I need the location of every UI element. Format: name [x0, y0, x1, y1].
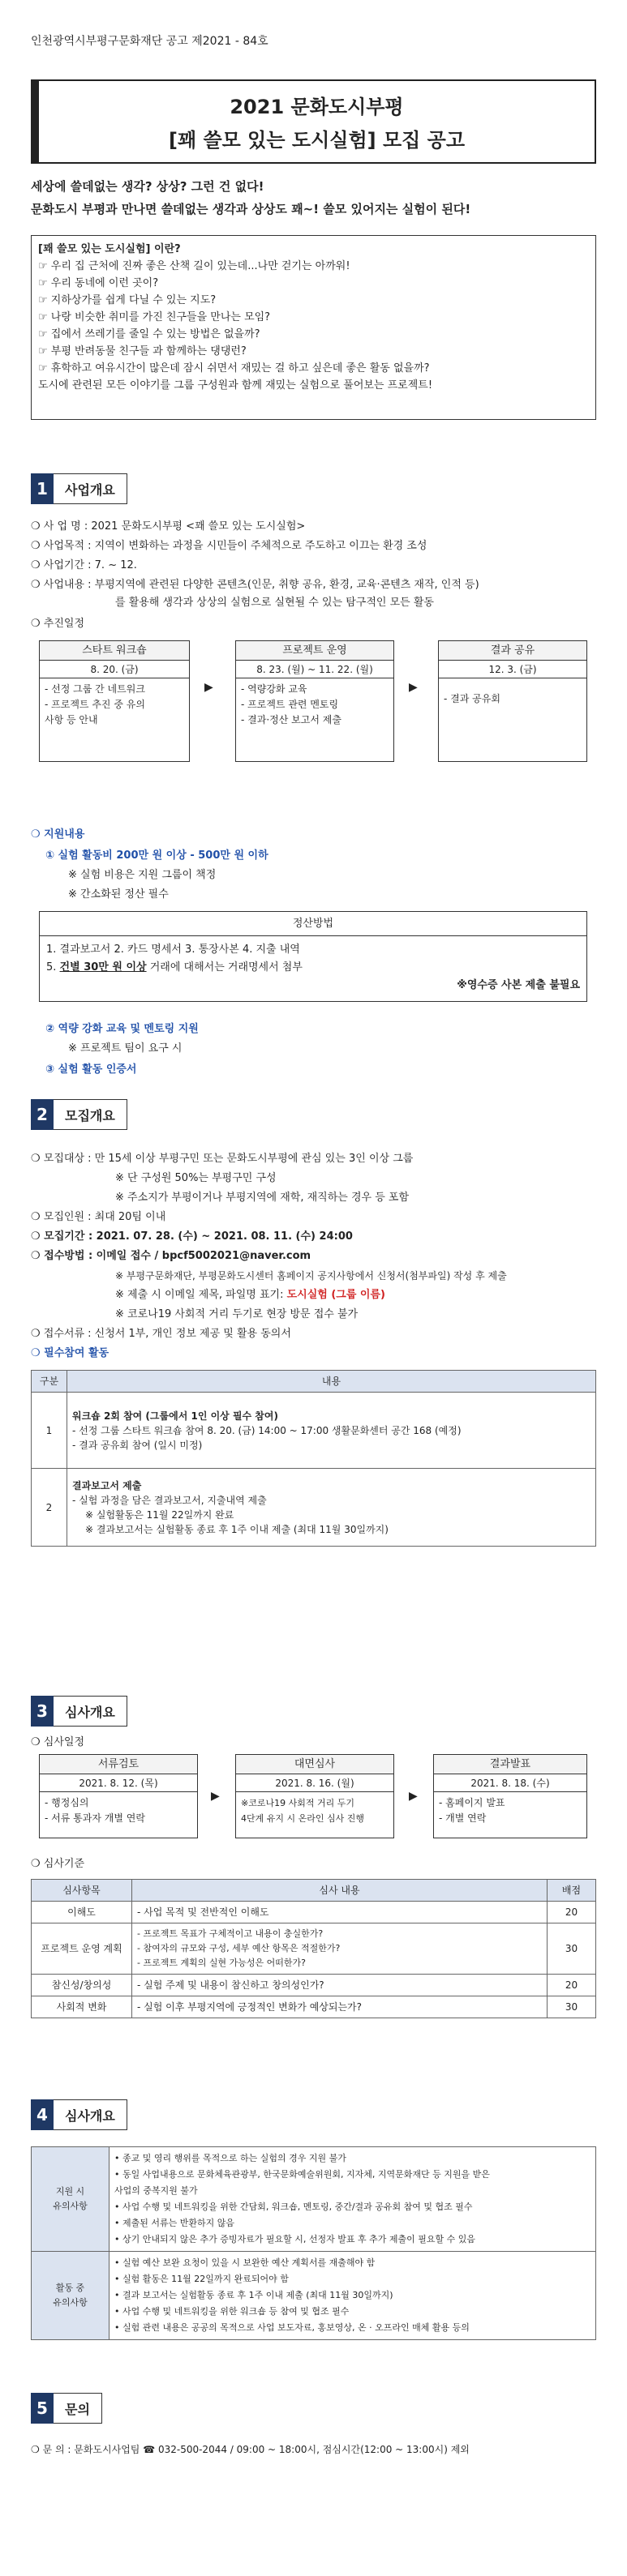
- caution-label: [32, 2147, 110, 2252]
- flow-step-title: 결과 공유: [439, 641, 586, 661]
- criteria-score: 30: [548, 1923, 596, 1975]
- flow-arrow-icon: ▶: [409, 681, 418, 694]
- caution-item: 사업의 중복지원 불가: [114, 2185, 198, 2196]
- settlement-line-1: 1. 결과보고서 2. 카드 명세서 3. 통장사본 4. 지출 내역: [46, 944, 300, 956]
- section-title: 심사개요: [54, 2099, 127, 2130]
- notice-number: 인천광역시부평구문화재단 공고 제2021 - 84호: [31, 35, 268, 48]
- flow-step-operation: [235, 640, 394, 762]
- caution-item: • 실험 활동은 11월 22일까지 완료되어야 함: [114, 2274, 289, 2284]
- overview-name: ❍ 사 업 명 : 2021 문화도시부평 <꽤 쓸모 있는 도시실험>: [31, 520, 306, 533]
- section-2-header: [31, 1099, 127, 1130]
- caution-item: • 결과 보고서는 실험활동 종료 후 1주 이내 제출 (최대 11월 30일까지): [114, 2290, 393, 2300]
- settlement-prefix: 5.: [46, 961, 60, 973]
- caution-item: • 사업 수행 및 네트워킹을 위한 워크숍 등 참여 및 협조 필수: [114, 2306, 350, 2317]
- idea-item: ☞ 우리 동네에 이런 곳이?: [38, 277, 159, 289]
- row-line: - 선정 그룹 스타트 워크숍 참여 8. 20. (금) 14:00 ~ 17:00 생활문화센터 공간 168 (예정): [72, 1424, 462, 1436]
- recruit-note: ※ 단 구성원 50%는 부평구민 구성: [115, 1172, 277, 1184]
- criteria-line: - 참여자의 규모와 구성, 세부 예산 항목은 적절한가?: [137, 1943, 341, 1953]
- flow-step-body: - 선정 그룹 간 네트워크 - 프로젝트 추진 중 유의 사항 등 안내: [45, 683, 145, 725]
- flow-step-title: 프로젝트 운영: [236, 641, 393, 661]
- table-row: [32, 1469, 596, 1547]
- title-line-1: 2021 문화도시부평: [230, 96, 404, 118]
- idea-heading: [꽤 쓸모 있는 도시실험] 이란?: [38, 243, 181, 255]
- section-number: 1: [31, 473, 54, 504]
- flow-step-date: 2021. 8. 12. (목): [40, 1774, 197, 1792]
- caution-item: • 실험 관련 내용은 공공의 목적으로 사업 보도자료, 홍보영상, 온 · 오프라인 매체 활용 등의: [114, 2322, 470, 2333]
- criteria-line: - 프로젝트 계획의 실현 가능성은 어떠한가?: [137, 1958, 306, 1968]
- support-note: ※ 실험 비용은 지원 그룹이 책정: [68, 869, 217, 881]
- caution-content: [110, 2252, 596, 2340]
- review-criteria-label: ❍ 심사기준: [31, 1858, 85, 1870]
- criteria-score: 20: [548, 1902, 596, 1923]
- caution-item: • 사업 수행 및 네트워킹을 위한 간담회, 워크숍, 멘토링, 중간/결과 공유회 참여 및 협조 필수: [114, 2202, 473, 2212]
- flow-step-body: - 홈페이지 발표 - 개별 연락: [439, 1797, 505, 1824]
- flow-step-body: ※코로나19 사회적 거리 두기 4단계 유지 시 온라인 심사 진행: [241, 1798, 364, 1824]
- flow-step-date: 2021. 8. 18. (수): [434, 1774, 586, 1792]
- criteria-content: - 사업 목적 및 전반적인 이해도: [132, 1902, 548, 1923]
- intro: [31, 175, 470, 220]
- flow-step-workshop: [39, 640, 190, 762]
- caution-label-line: 지원 시: [55, 2186, 85, 2197]
- overview-content-cont: 를 활용해 생각과 상상의 실험으로 실현될 수 있는 탐구적인 모든 활동: [115, 597, 434, 609]
- row-title: 워크숍 2회 참여 (그룹에서 1인 이상 필수 참여): [72, 1410, 278, 1422]
- idea-item: ☞ 나랑 비슷한 취미를 가진 친구들을 만나는 모임?: [38, 311, 271, 323]
- idea-item: ☞ 우리 집 근처에 진짜 좋은 산책 길이 있는데...나만 걷기는 아까워!: [38, 260, 350, 272]
- table-header: 심사항목: [32, 1880, 132, 1902]
- table-row: [32, 2252, 596, 2340]
- criteria-item: 사회적 변화: [32, 1996, 132, 2018]
- flow-step-title: 대면심사: [236, 1755, 393, 1774]
- row-line: ※ 결과보고서는 실험활동 종료 후 1주 이내 제출 (최대 11월 30일까지): [85, 1523, 389, 1535]
- caution-item: • 상기 안내되지 않은 추가 증빙자료가 필요할 시, 선정자 발표 후 추가 제출이 필요할 수 있음: [114, 2234, 475, 2244]
- flow-step-date: 12. 3. (금): [439, 661, 586, 678]
- caution-label: [32, 2252, 110, 2340]
- row-line: ※ 실험활동은 11월 22일까지 완료: [85, 1508, 234, 1521]
- row-title: 결과보고서 제출: [72, 1479, 142, 1491]
- review-step-document: [39, 1754, 198, 1838]
- section-5-header: [31, 2393, 102, 2424]
- email-rule: ※ 제출 시 이메일 제목, 파일명 표기:: [115, 1289, 287, 1301]
- review-schedule-label: ❍ 심사일정: [31, 1736, 85, 1748]
- section-3-header: [31, 1696, 127, 1727]
- criteria-content: [132, 1923, 548, 1975]
- email-subject-format: 도시실험 (그룹 이름): [286, 1289, 385, 1301]
- support-item-1: ① 실험 활동비 200만 원 이상 - 500만 원 이하: [45, 849, 268, 862]
- support-note: ※ 간소화된 정산 필수: [68, 888, 169, 901]
- caution-table: [31, 2146, 596, 2340]
- criteria-line: - 프로젝트 목표가 구체적이고 내용이 충실한가?: [137, 1928, 324, 1939]
- flow-arrow-icon: ▶: [211, 1790, 220, 1803]
- caution-item: • 동일 사업내용으로 문화체육관광부, 한국문화예술위원회, 지자체, 지역문화재단 등 지원을 받은: [114, 2169, 490, 2180]
- support-note: ※ 프로젝트 팀이 요구 시: [68, 1042, 183, 1055]
- table-row: [32, 2147, 596, 2252]
- settlement-line-2: [40, 959, 586, 977]
- table-row: [32, 1975, 596, 1996]
- section-title: 사업개요: [54, 473, 127, 504]
- section-number: 2: [31, 1099, 54, 1130]
- recruit-note-email: [115, 1287, 385, 1303]
- flow-arrow-icon: ▶: [409, 1790, 418, 1803]
- overview-content: ❍ 사업내용 : 부평지역에 관련된 다양한 콘텐츠(인문, 취향 공유, 환경, 교육·콘텐츠 재작, 인적 등): [31, 579, 479, 591]
- review-criteria-table: [31, 1879, 596, 2018]
- criteria-item: 참신성/창의성: [32, 1975, 132, 1996]
- recruit-note: ※ 코로나19 사회적 거리 두기로 현장 방문 접수 불가: [115, 1308, 359, 1320]
- section-title: 모집개요: [54, 1099, 127, 1130]
- criteria-score: 30: [548, 1996, 596, 2018]
- support-item-3: ③ 실험 활동 인증서: [45, 1063, 137, 1076]
- support-item-2: ② 역량 강화 교육 및 멘토링 지원: [45, 1023, 199, 1035]
- criteria-item: 이해도: [32, 1902, 132, 1923]
- flow-step-body: - 행정심의 - 서류 통과자 개별 연락: [45, 1797, 145, 1824]
- intro-line-2: 문화도시 부평과 만나면 쓸데없는 생각과 상상도 꽤~! 쓸모 있어지는 실험이 된다!: [31, 202, 471, 216]
- section-number: 5: [31, 2393, 54, 2424]
- settlement-suffix: 거래에 대해서는 거래명세서 첨부: [146, 961, 303, 973]
- table-row: [32, 1996, 596, 2018]
- caution-item: • 제출된 서류는 반환하지 않음: [114, 2218, 234, 2228]
- table-row: [32, 1902, 596, 1923]
- criteria-score: 20: [548, 1975, 596, 1996]
- table-header: 배점: [548, 1880, 596, 1902]
- section-4-header: [31, 2099, 127, 2130]
- recruit-note: ※ 주소지가 부평이거나 부평지역에 재학, 재직하는 경우 등 포함: [115, 1192, 410, 1204]
- support-title: ❍ 지원내용: [31, 828, 85, 841]
- criteria-item: 프로젝트 운영 계획: [32, 1923, 132, 1975]
- flow-step-title: 결과발표: [434, 1755, 586, 1774]
- row-number: 1: [32, 1393, 67, 1469]
- section-1-header: [31, 473, 127, 504]
- caution-item: • 종교 및 영리 행위를 목적으로 하는 실험의 경우 지원 불가: [114, 2153, 346, 2163]
- settlement-note: ※영수증 사본 제출 불필요: [457, 979, 580, 991]
- caution-label-line: 활동 중: [55, 2283, 85, 2293]
- settlement-title: 정산방법: [40, 912, 586, 936]
- recruit-count: ❍ 모집인원 : 최대 20팀 이내: [31, 1211, 166, 1223]
- intro-line-1: 세상에 쓸데없는 생각? 상상? 그런 건 없다!: [31, 179, 264, 194]
- review-step-result: [433, 1754, 587, 1838]
- title-line-2: [꽤 쓸모 있는 도시실험] 모집 공고: [168, 129, 466, 152]
- idea-box: [31, 235, 596, 420]
- caution-content: [110, 2147, 596, 2252]
- caution-item: • 실험 예산 보완 요청이 있을 시 보완한 예산 계획서를 재출해야 함: [114, 2257, 376, 2268]
- row-line: - 결과 공유회 참여 (일시 미정): [72, 1439, 203, 1451]
- recruit-documents: ❍ 접수서류 : 신청서 1부, 개인 정보 제공 및 활용 동의서: [31, 1328, 291, 1340]
- settlement-highlight: 건별 30만 원 이상: [59, 961, 147, 973]
- caution-label-line: 유의사항: [53, 2297, 88, 2308]
- table-header: 심사 내용: [132, 1880, 548, 1902]
- flow-step-date: 8. 23. (월) ~ 11. 22. (월): [236, 661, 393, 678]
- row-number: 2: [32, 1469, 67, 1547]
- required-activities: ❍ 필수참여 활동: [31, 1347, 110, 1359]
- section-title: 문의: [54, 2393, 102, 2424]
- row-line: - 실험 과정을 담은 결과보고서, 지출내역 제출: [72, 1494, 267, 1506]
- overview-period: ❍ 사업기간 : 7. ~ 12.: [31, 559, 137, 571]
- flow-arrow-icon: ▶: [204, 681, 213, 694]
- row-content: [67, 1393, 596, 1469]
- flow-step-title: 서류검토: [40, 1755, 197, 1774]
- idea-item: ☞ 지하상가를 쉽게 다닐 수 있는 지도?: [38, 294, 217, 306]
- title-box: [31, 79, 596, 164]
- section-title: 심사개요: [54, 1696, 127, 1727]
- contact-info: ❍ 문 의 : 문화도시사업팀 ☎ 032-500-2044 / 09:00 ~ 18:00시, 점심시간(12:00 ~ 13:00시) 제외: [31, 2444, 470, 2455]
- flow-step-date: 8. 20. (금): [40, 661, 189, 678]
- table-row: [32, 1393, 596, 1469]
- review-step-interview: [235, 1754, 394, 1838]
- recruit-method: ❍ 접수방법 : 이메일 접수 / bpcf5002021@naver.com: [31, 1250, 311, 1262]
- required-activities-table: [31, 1370, 596, 1547]
- flow-step-body: - 결과 공유회: [444, 693, 500, 704]
- criteria-content: - 실험 주제 및 내용이 참신하고 창의성인가?: [132, 1975, 548, 1996]
- flow-step-date: 2021. 8. 16. (월): [236, 1774, 393, 1792]
- overview-purpose: ❍ 사업목적 : 지역이 변화하는 과정을 시민들이 주체적으로 주도하고 이끄는 환경 조성: [31, 540, 427, 552]
- flow-step-result: [438, 640, 587, 762]
- recruit-note: ※ 부평구문화재단, 부평문화도시센터 홈페이지 공지사항에서 신청서(첨부파일) 작성 후 제출: [115, 1270, 507, 1282]
- idea-item: ☞ 휴학하고 여유시간이 많은데 잠시 쉬면서 재밌는 걸 하고 싶은데 좋은 활동 없을까?: [38, 362, 430, 374]
- caution-label-line: 유의사항: [53, 2201, 88, 2211]
- table-row: [32, 1923, 596, 1975]
- table-header: 내용: [67, 1371, 596, 1393]
- section-number: 3: [31, 1696, 54, 1727]
- criteria-content: - 실험 이후 부평지역에 긍정적인 변화가 예상되는가?: [132, 1996, 548, 2018]
- recruit-period: ❍ 모집기간 : 2021. 07. 28. (수) ~ 2021. 08. 11. (수) 24:00: [31, 1230, 353, 1243]
- settlement-box: [39, 911, 587, 1002]
- table-header: 구분: [32, 1371, 67, 1393]
- row-content: [67, 1469, 596, 1547]
- flow-step-body: - 역량강화 교육 - 프로젝트 관련 멘토링 - 결과·정산 보고서 제출: [241, 683, 341, 725]
- overview-schedule: ❍ 추진일정: [31, 618, 85, 630]
- idea-footer: 도시에 관련된 모든 이야기를 그룹 구성원과 함께 재밌는 실험으로 풀어보는 프로젝트!: [38, 379, 433, 392]
- section-number: 4: [31, 2099, 54, 2130]
- idea-item: ☞ 집에서 쓰레기를 줄일 수 있는 방법은 없을까?: [38, 328, 260, 340]
- idea-item: ☞ 부평 반려동물 친구들 과 함께하는 댕댕런?: [38, 345, 247, 357]
- flow-step-title: 스타트 워크숍: [40, 641, 189, 661]
- recruit-target: ❍ 모집대상 : 만 15세 이상 부평구민 또는 문화도시부평에 관심 있는 3인 이상 그룹: [31, 1153, 414, 1165]
